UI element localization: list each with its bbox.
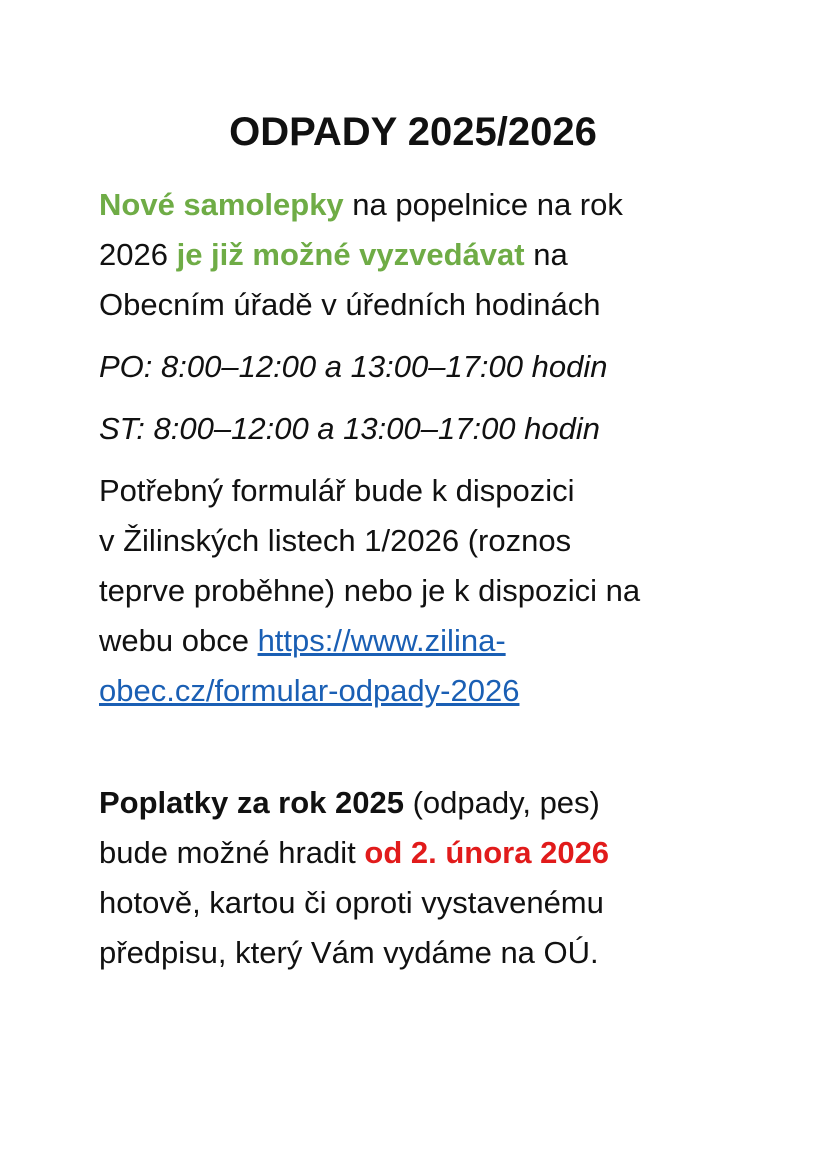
page-title: ODPADY 2025/2026 (229, 110, 597, 154)
stickers-line-1 (99, 180, 799, 230)
fees-line-2-text: bude možné hradit (99, 835, 365, 870)
fees-date-highlight: od 2. února 2026 (364, 835, 610, 870)
pickup-highlight: je již možné vyzvedávat (176, 237, 525, 272)
form-line-4 (99, 616, 799, 666)
form-line-1: Potřebný formulář bude k dispozici (99, 473, 575, 508)
stickers-paragraph (99, 180, 799, 330)
form-paragraph (99, 466, 799, 716)
hours-monday: PO: 8:00–12:00 a 13:00–17:00 hodin (99, 349, 608, 384)
fees-line-2 (99, 828, 799, 878)
stickers-line-1-text: na popelnice na rok (343, 187, 623, 222)
fees-line-1 (99, 778, 799, 828)
stickers-line-2-start: 2026 (99, 237, 177, 272)
stickers-line-2 (99, 230, 799, 280)
stickers-line-2-rest: na (524, 237, 568, 272)
form-line-4-text: webu obce (99, 623, 258, 658)
form-line-3: teprve proběhne) nebo je k dispozici na (99, 573, 641, 608)
form-line-2: v Žilinských listech 1/2026 (roznos (99, 523, 572, 558)
fees-line-1-text: (odpady, pes) (404, 785, 600, 820)
stickers-highlight: Nové samolepky (99, 187, 344, 222)
hours-wednesday: ST: 8:00–12:00 a 13:00–17:00 hodin (99, 411, 601, 446)
form-line-5 (99, 666, 799, 716)
fees-line-4: předpisu, který Vám vydáme na OÚ. (99, 935, 599, 970)
notice-body (99, 180, 799, 978)
fees-line-3: hotově, kartou či oproti vystavenému (99, 885, 604, 920)
fees-paragraph (99, 778, 799, 978)
form-link-part-2[interactable]: obec.cz/formular-odpady-2026 (99, 673, 520, 708)
fees-highlight: Poplatky za rok 2025 (99, 785, 404, 820)
stickers-line-3: Obecním úřadě v úředních hodinách (99, 287, 601, 322)
form-link-part-1[interactable]: https://www.zilina- (257, 623, 506, 658)
